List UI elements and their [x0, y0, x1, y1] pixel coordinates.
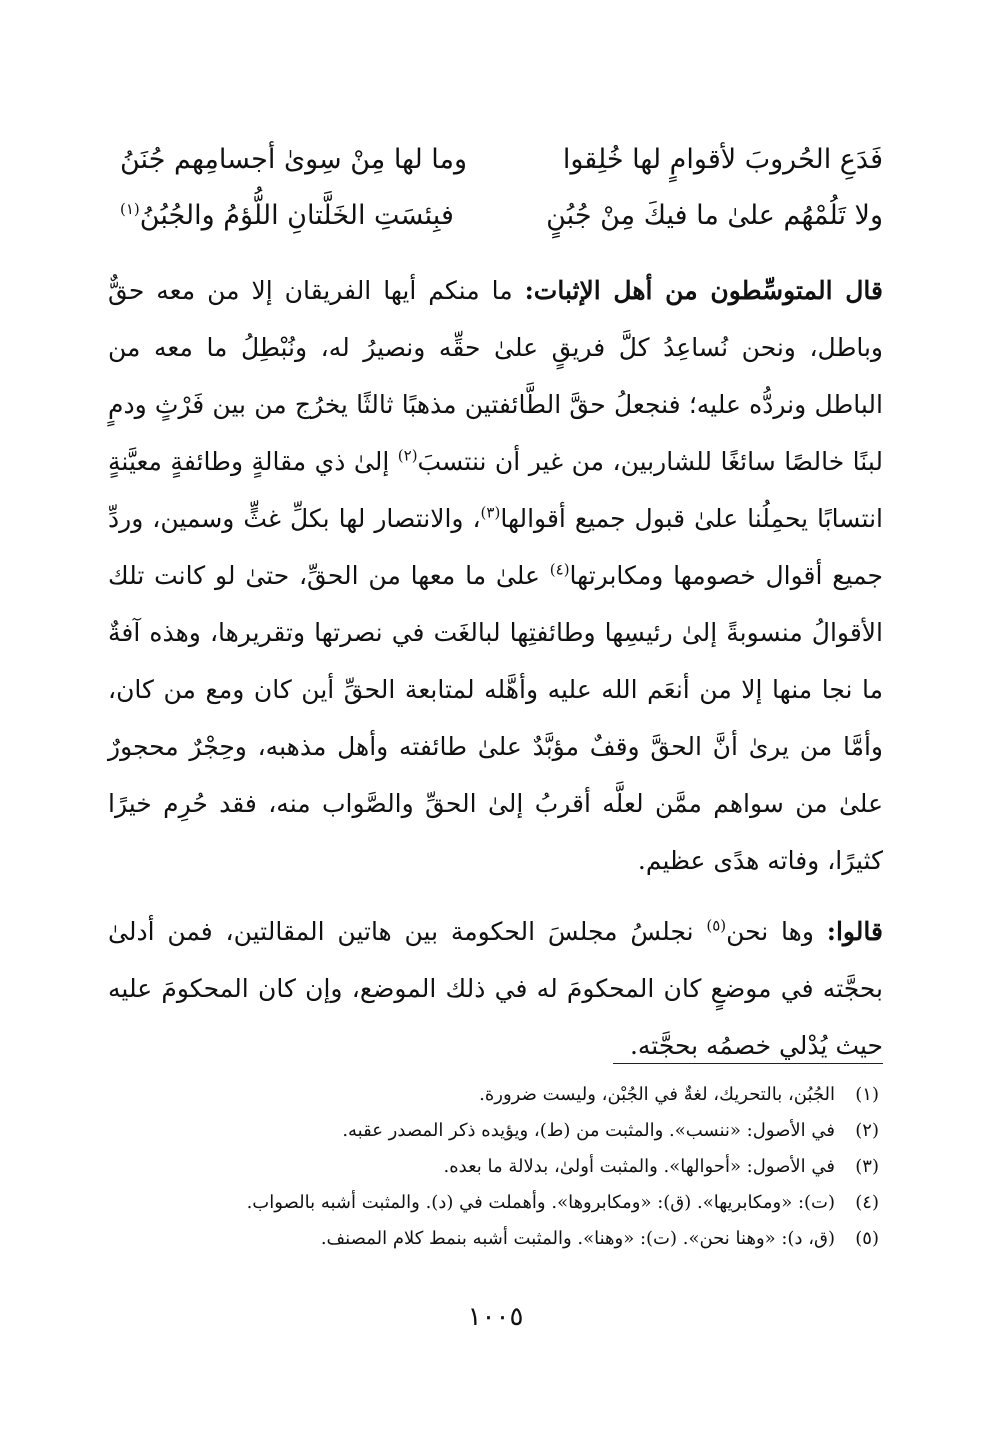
footnote-text: في الأصول: «أحوالها». والمثبت أولىٰ، بدلالة ما بعده.	[443, 1156, 835, 1177]
paragraph	[108, 903, 883, 1074]
paragraph-text: ما منكم أيها الفريقان إلا من معه حقٌّ وباطل، ونحن نُساعِدُ كلَّ فريقٍ علىٰ حقِّه ونصيرُ له، ونُبْطِلُ ما معه من الباطل ونردُّه عليه؛ فنجعلُ حقَّ الطَّائفتين مذهبًا ثالثًا يخرُج من بين فَرْثٍ ودمٍ لبنًا خالصًا سائغًا للشاربين، من غير أن ننتسبَ	[108, 276, 883, 476]
footnote-number: (٤)	[855, 1192, 879, 1213]
footnote-separator	[613, 1063, 883, 1064]
poem-hemistich-text: فبِئسَتِ الخَلَّتانِ اللُّؤمُ والجُبُنُ	[139, 200, 454, 231]
footnote-marker[interactable]: (٤)	[549, 560, 570, 579]
footnote	[108, 1113, 879, 1149]
footnote	[108, 1185, 879, 1221]
paragraph-text: ، والانتصار لها بكلِّ غثٍّ وسمين، وردِّ جميع أقوال خصومها ومكابرتها	[108, 504, 884, 590]
footnote-text: (ت): «ومكابريها». (ق): «ومكابروها». وأهملت في (د). والمثبت أشبه بالصواب.	[246, 1192, 835, 1213]
main-text	[108, 262, 883, 1074]
footnote-marker[interactable]: (٥)	[706, 916, 727, 935]
footnote-text: في الأصول: «ننسب». والمثبت من (ط)، ويؤيده ذكر المصدر عقبه.	[342, 1120, 835, 1141]
paragraph-text: إلىٰ ذي مقالةٍ وطائفةٍ معيَّنةٍ انتسابًا يحمِلُنا علىٰ قبول جميع أقوالها	[108, 447, 884, 533]
footnote-number: (١)	[855, 1084, 879, 1105]
footnote	[108, 1221, 879, 1257]
footnote	[108, 1149, 879, 1185]
footnote-marker[interactable]: (٢)	[397, 446, 418, 465]
poem	[120, 132, 883, 244]
footnote-text: (ق، د): «وهنا نحن». (ت): «وهنا». والمثبت أشبه بنمط كلام المصنف.	[320, 1228, 835, 1249]
footnote-marker[interactable]: (٣)	[480, 503, 501, 522]
paragraph-text: نجلسُ مجلسَ الحكومة بين هاتين المقالتين، فمن أدلىٰ بحجَّته في موضعٍ كان المحكومَ له في ذلك الموضع، وإن كان المحكومَ عليه حيث يُدْلي خصمُه بحجَّته.	[108, 917, 883, 1060]
page-number: ١٠٠٥	[467, 1302, 524, 1332]
paragraph-text: وها نحن	[726, 917, 827, 946]
footnote-number: (٥)	[855, 1228, 879, 1249]
footnote-text: الجُبُن، بالتحريك، لغةٌ في الجُبْن، وليست ضرورة.	[479, 1084, 835, 1105]
poem-hemistich-second	[120, 188, 479, 244]
paragraph-lead: قالوا:	[826, 917, 883, 946]
footnote-number: (٣)	[855, 1156, 879, 1177]
paragraph-lead: قال المتوسِّطون من أهل الإثبات:	[524, 276, 883, 305]
footnote-number: (٢)	[855, 1120, 879, 1141]
footnote-marker[interactable]: (١)	[120, 200, 140, 218]
poem-hemistich-first: ولا تَلُمْهُم علىٰ ما فيكَ مِنْ جُبُنٍ	[546, 200, 883, 231]
poem-verse	[120, 132, 883, 188]
poem-hemistich-first: فَدَعِ الحُروبَ لأقوامٍ لها خُلِقوا	[562, 144, 883, 175]
poem-verse	[120, 188, 883, 244]
footnote	[108, 1077, 879, 1113]
paragraph-text: علىٰ ما معها من الحقِّ، حتىٰ لو كانت تلك الأقوالُ منسوبةً إلىٰ رئيسِها وطائفتِها لبالغَت في نصرتها وتقريرها، وهذه آفةٌ ما نجا منها إلا من أنعَم الله عليه وأهَّله لمتابعة الحقِّ أين كان ومع من كان، وأمَّا من يرىٰ أنَّ الحقَّ وقفٌ مؤبَّدٌ علىٰ طائفته وأهل مذهبه، وحِجْرٌ محجورٌ علىٰ من سواهم ممَّن لعلَّه أقربُ إلىٰ الحقِّ والصَّواب منه، فقد حُرِم خيرًا كثيرًا، وفاته هدًى عظيم.	[108, 561, 883, 875]
footnotes	[108, 1077, 879, 1257]
poem-hemistich-second: وما لها مِنْ سِوىٰ أجسامِهم جُنَنُ	[120, 144, 468, 175]
paragraph	[108, 262, 883, 889]
